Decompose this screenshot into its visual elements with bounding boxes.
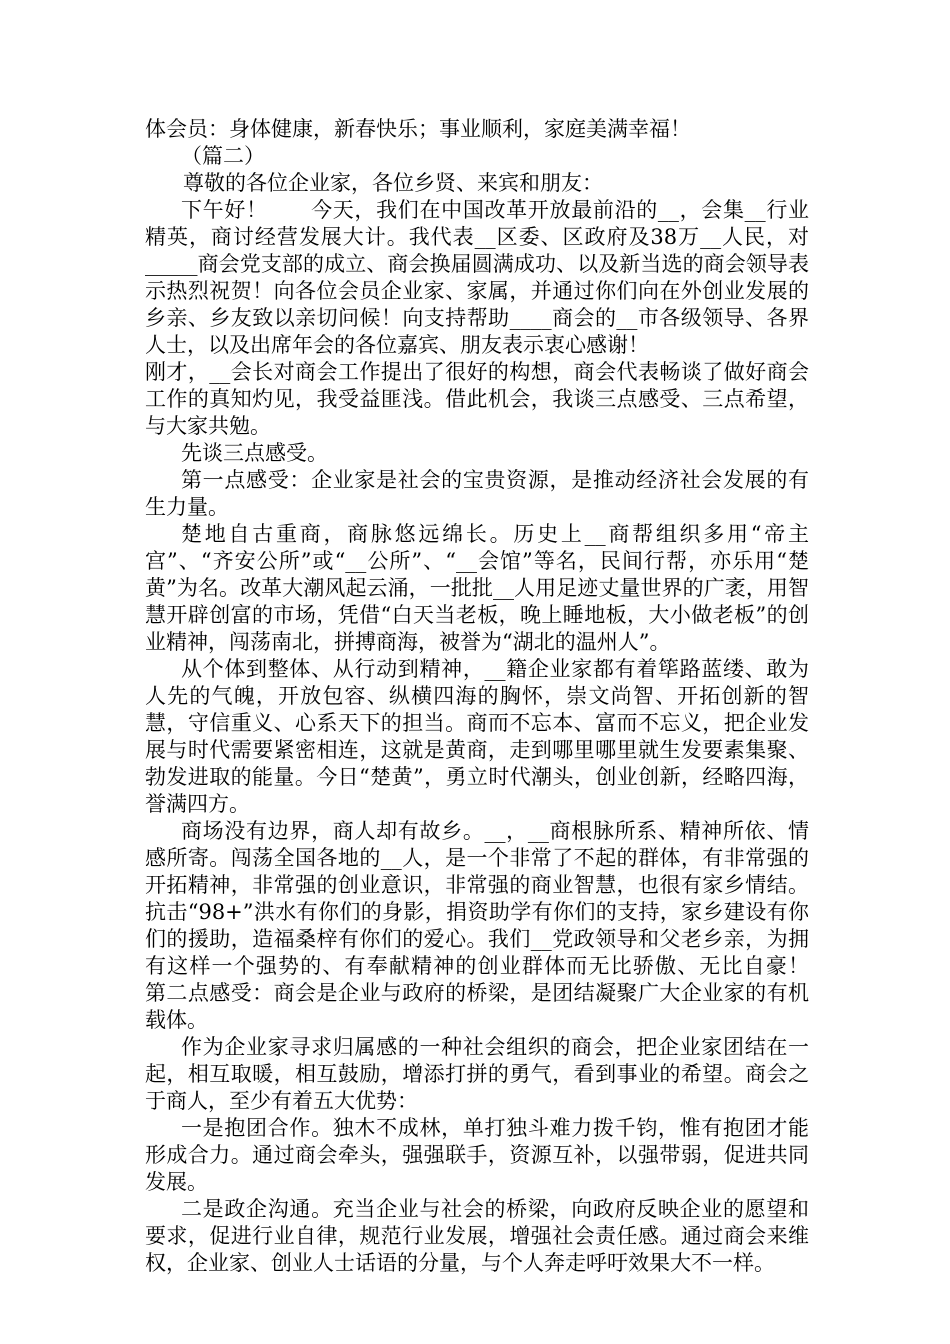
paragraph-advantage-two: 二是政企沟通。充当企业与社会的桥梁，向政府反映企业的愿望和要求，促进行业自律，规范行业发展，增强社会责任感。通过商会来维权，企业家、创业人士话语的分量，与个人奔走呼吁效果大不一样。 [145,1197,809,1275]
paragraph-chudi-history: 楚地自古重商，商脉悠远绵长。历史上__商帮组织多用“帝主宫”、“齐安公所”或“__公所”、“__会馆”等名，民间行帮，亦乐用“楚黄”为名。改革大潮风起云涌，一批批__人用足迹丈量世界的广袤，用智慧开辟创富的市场，凭借“白天当老板，晚上睡地板，大小做老板”的创业精神，闯荡南北，拼搏商海，被誉为“湖北的温州人”。 [145,522,809,654]
paragraph-closing-wishes: 体会员：身体健康，新春快乐；事业顺利，家庭美满幸福！ [145,117,691,141]
paragraph-three-feelings: 先谈三点感受。 [181,441,328,465]
paragraph-entrepreneur-spirit: 从个体到整体、从行动到精神，__籍企业家都有着筚路蓝缕、敢为人先的气魄，开放包容、纵横四海的胸怀，崇文尚智、开拓创新的智慧，守信重义、心系天下的担当。商而不忘本、富而不忘义，把企业发展与时代需要紧密相连，这就是黄商，走到哪里哪里就生发要素集聚、勃发进取的能量。今日“楚黄”，勇立时代潮头，创业创新，经略四海，誉满四方。 [145,657,809,816]
paragraph-chamber-role: 作为企业家寻求归属感的一种社会组织的商会，把企业家团结在一起，相互取暖，相互鼓励，增添打拼的勇气，看到事业的希望。商会之于商人，至少有着五大优势： [145,1035,809,1113]
paragraph-greeting: 下午好！ 今天，我们在中国改革开放最前沿的__，会集__行业精英，商讨经营发展大计。我代表__区委、区政府及38万__人民，对_____商会党支部的成立、商会换届圆满成功、以及新当选的商会领导表示热烈祝贺！向各位会员企业家、家属，并通过你们向在外创业发展的乡亲、乡友致以亲切问候！向支持帮助____商会的__市各级领导、各界人士，以及出席年会的各位嘉宾、朋友表示衷心感谢！ [145,198,809,357]
document-page [145,116,851,1277]
paragraph-intro: 刚才，__会长对商会工作提出了很好的构想，商会代表畅谈了做好商会工作的真知灼见，我受益匪浅。借此机会，我谈三点感受、三点希望，与大家共勉。 [145,360,809,438]
section-heading-part-two: （篇二） [181,144,265,168]
paragraph-advantage-one: 一是抱团合作。独木不成林，单打独斗难力拨千钧，惟有抱团才能形成合力。通过商会牵头，强强联手，资源互补，以强带弱，促进共同发展。 [145,1116,809,1194]
paragraph-hometown: 商场没有边界，商人却有故乡。__，__商根脉所系、精神所依、情感所寄。闯荡全国各地的__人，是一个非常了不起的群体，有非常强的开拓精神，非常强的创业意识，非常强的商业智慧，也很有家乡情结。抗击“98+”洪水有你们的身影，捐资助学有你们的支持，家乡建设有你们的援助，造福桑梓有你们的爱心。我们__党政领导和父老乡亲，为拥有这样一个强势的、有奉献精神的创业群体而无比骄傲、无比自豪！ 第二点感受：商会是企业与政府的桥梁，是团结凝聚广大企业家的有机载体。 [145,819,851,1032]
paragraph-salutation: 尊敬的各位企业家，各位乡贤、来宾和朋友： [183,171,603,195]
paragraph-first-feeling: 第一点感受：企业家是社会的宝贵资源，是推动经济社会发展的有生力量。 [145,468,809,519]
